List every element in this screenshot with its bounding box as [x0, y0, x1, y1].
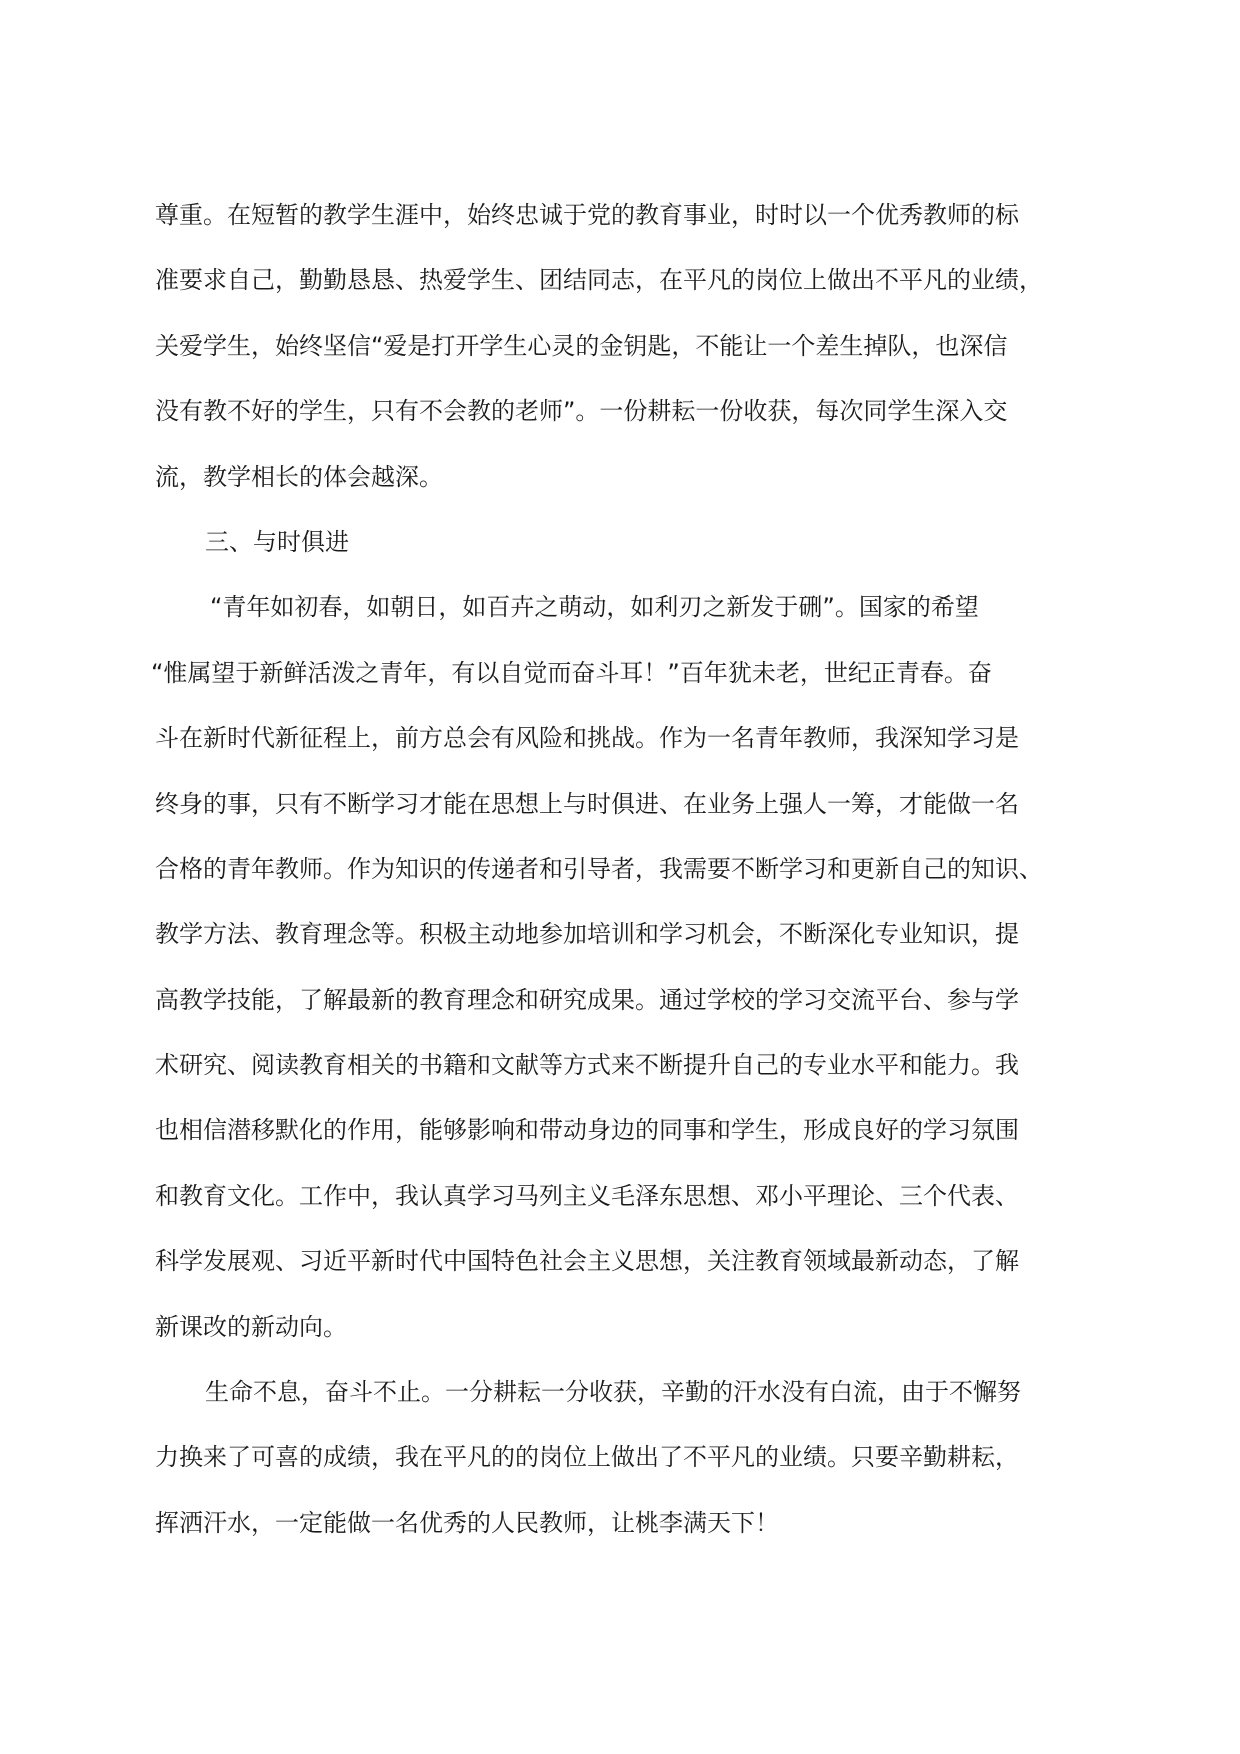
- text-line: 术研究、阅读教育相关的书籍和文献等方式来不断提升自己的专业水平和能力。我: [155, 1051, 1019, 1080]
- text-line: “惟属望于新鲜活泼之青年，有以自觉而奋斗耳！”百年犹未老，世纪正青春。奋: [151, 658, 992, 687]
- text-line: 挥洒汗水，一定能做一名优秀的人民教师，让桃李满天下！: [155, 1508, 779, 1537]
- section-heading: 三、与时俱进: [205, 527, 349, 556]
- text-line: 科学发展观、习近平新时代中国特色社会主义思想，关注教育领域最新动态，了解: [155, 1247, 1019, 1276]
- text-line: 流，教学相长的体会越深。: [155, 462, 443, 491]
- paragraph-start: 生命不息，奋斗不止。一分耕耘一分收获，辛勤的汗水没有白流，由于不懈努: [205, 1378, 1021, 1407]
- text-line: 准要求自己，勤勤恳恳、热爱学生、团结同志，在平凡的岗位上做出不平凡的业绩，: [155, 266, 1043, 295]
- text-line: 也相信潜移默化的作用，能够影响和带动身边的同事和学生，形成良好的学习氛围: [155, 1116, 1019, 1145]
- text-line: 新课改的新动向。: [155, 1312, 347, 1341]
- paragraph-start: “青年如初春，如朝日，如百卉之萌动，如利刃之新发于硎”。国家的希望: [210, 593, 979, 622]
- text-line: 和教育文化。工作中，我认真学习马列主义毛泽东思想、邓小平理论、三个代表、: [155, 1181, 1019, 1210]
- text-line: 关爱学生，始终坚信“爱是打开学生心灵的金钥匙，不能让一个差生掉队，也深信: [155, 331, 1008, 360]
- text-line: 斗在新时代新征程上，前方总会有风险和挑战。作为一名青年教师，我深知学习是: [155, 724, 1019, 753]
- text-line: 高教学技能，了解最新的教育理念和研究成果。通过学校的学习交流平台、参与学: [155, 985, 1019, 1014]
- text-line: 尊重。在短暂的教学生涯中，始终忠诚于党的教育事业，时时以一个优秀教师的标: [155, 201, 1019, 229]
- body-text: [151, 183, 1085, 1556]
- text-line: 力换来了可喜的成绩，我在平凡的的岗位上做出了不平凡的业绩。只要辛勤耕耘，: [155, 1443, 1019, 1472]
- text-line: 合格的青年教师。作为知识的传递者和引导者，我需要不断学习和更新自己的知识、: [155, 854, 1043, 883]
- text-line: 教学方法、教育理念等。积极主动地参加培训和学习机会，不断深化专业知识，提: [155, 920, 1019, 949]
- text-line: 终身的事，只有不断学习才能在思想上与时俱进、在业务上强人一筹，才能做一名: [155, 789, 1019, 818]
- text-line: 没有教不好的学生，只有不会教的老师”。一份耕耘一份收获，每次同学生深入交: [155, 397, 1008, 426]
